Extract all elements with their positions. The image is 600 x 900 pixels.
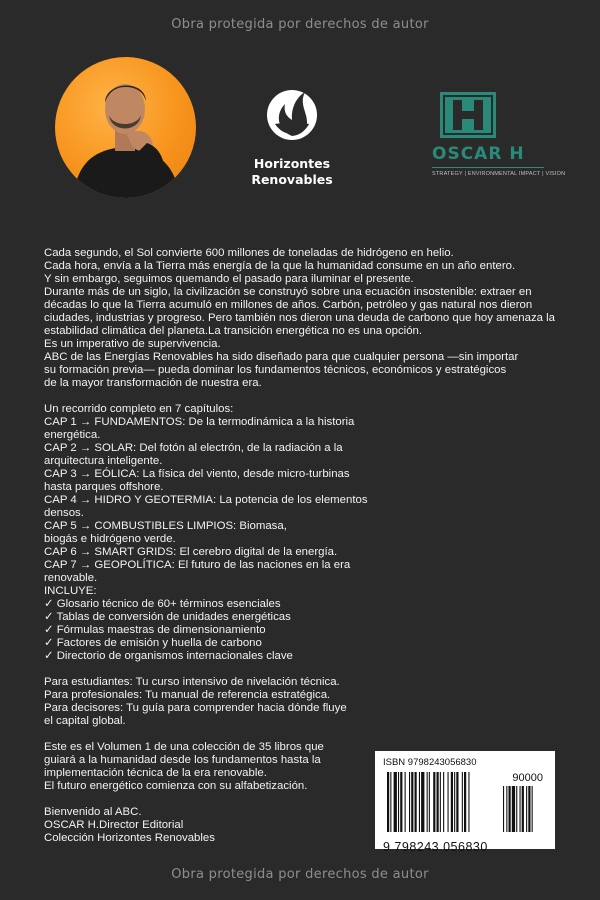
closing-paragraph: Bienvenido al ABC. OSCAR H.Director Editorial Colección Horizontes Renovables — [44, 806, 215, 844]
include-item: ✓ Factores de emisión y huella de carbono — [44, 637, 262, 649]
price-bar — [532, 786, 533, 832]
brand-name-line2: Renovables — [251, 172, 333, 187]
flame-leaf-icon — [265, 84, 319, 142]
barcode-bar — [394, 772, 397, 832]
barcode — [383, 772, 547, 839]
audience-paragraph: Para estudiantes: Tu curso intensivo de nivelación técnica. Para profesionales: Tu manual de referencia estratégica. Para decisores: Tu guía para comprender hacia dónde fluye el capital global. — [44, 676, 347, 727]
isbn-label: ISBN 9798243056830 — [383, 757, 477, 768]
price-bar — [503, 786, 504, 832]
price-bar — [522, 786, 524, 832]
barcode-bar — [464, 772, 466, 832]
chapter-item: CAP 4 → HIDRO Y GEOTERMIA: La potencia de los elementos densos. — [44, 494, 368, 519]
barcode-bar — [456, 772, 458, 832]
barcode-bar — [451, 772, 453, 832]
barcode-bar — [409, 772, 410, 832]
barcode-bar — [443, 772, 444, 832]
chapters-intro: Un recorrido completo en 7 capítulos: — [44, 403, 234, 415]
price-bar — [512, 786, 515, 832]
barcode-bar — [454, 772, 455, 832]
barcode-number: 9 798243 056830 — [383, 840, 488, 854]
price-bar — [509, 786, 511, 832]
chapter-item: CAP 3 → EÓLICA: La física del viento, desde micro-turbinas hasta parques offshore. — [44, 468, 350, 493]
brand-logo — [248, 84, 336, 194]
oscar-tagline: STRATEGY | ENVIRONMENTAL IMPACT | VISION — [432, 171, 566, 177]
price-bar — [520, 786, 521, 832]
intro-paragraph: Cada segundo, el Sol convierte 600 millones de toneladas de hidrógeno en helio. Cada hora, envía a la Tierra más energía de la que la humanidad consume en un año entero. Y sin embargo, seguimos quemando el pasado para iluminar el presente. Durante más de un siglo, la civilización se construyó sobre una ecuación insostenible: extraer en décadas lo que la Tierra acumuló en millones de años. Carbón, petróleo y gas natural nos dieron ciudades, industrias y progreso. Pero también nos dieron una deuda de carbono que hoy amenaza la estabilidad climática del planeta.La transición energética no es una opción. Es un imperativo de supervivencia. ABC de las Energías Renovables ha sido diseñado para que cualquier persona —sin importar su formación previa— pueda dominar los fundamentos técnicos, económicos y estratégicos de la mayor transformación de nuestra era. — [44, 247, 556, 389]
author-avatar — [55, 57, 196, 198]
price-bar — [506, 786, 507, 832]
collection-paragraph: Este es el Volumen 1 de una colección de 35 libros que guiará a la humanidad desde los fundamentos hasta la implementación técnica de la era renovable. El futuro energético comienza con su alfabetización. — [44, 741, 324, 792]
chapter-item: CAP 1 → FUNDAMENTOS: De la termodinámica a la historia energética. — [44, 416, 355, 441]
price-bar — [526, 786, 527, 832]
spacer — [44, 663, 564, 676]
chapter-item: CAP 7 → GEOPOLÍTICA: El futuro de las naciones en la era renovable. — [44, 559, 351, 584]
price-bar — [516, 786, 517, 832]
barcode-bar — [387, 772, 389, 832]
oscar-h-logo — [428, 92, 566, 177]
barcode-bar — [400, 772, 402, 832]
include-item: ✓ Tablas de conversión de unidades energéticas — [44, 611, 291, 623]
oscar-divider — [432, 167, 544, 168]
barcode-bar — [415, 772, 417, 832]
includes-title: INCLUYE: — [44, 585, 97, 597]
barcode-bar — [405, 772, 406, 832]
barcode-bar — [390, 772, 391, 832]
include-item: ✓ Glosario técnico de 60+ términos esenciales — [44, 598, 281, 610]
brand-name — [228, 156, 356, 188]
brand-name-line1: Horizontes — [253, 156, 331, 171]
barcode-bar — [427, 772, 428, 832]
barcode-bar — [419, 772, 420, 832]
author-portrait-icon — [55, 57, 196, 198]
barcode-bar — [468, 772, 469, 832]
barcode-bar — [462, 772, 463, 832]
price-bar — [528, 786, 530, 832]
oscar-h-monogram-icon — [440, 92, 496, 138]
barcode-bar — [398, 772, 399, 832]
watermark-top: Obra protegida por derechos de autor — [171, 17, 429, 32]
oscar-brand-name: OSCAR H — [432, 144, 525, 164]
barcode-bar — [437, 772, 439, 832]
spacer — [44, 390, 564, 403]
barcode-bar — [429, 772, 430, 832]
include-item: ✓ Directorio de organismos internacionales clave — [44, 650, 293, 662]
barcode-bar — [421, 772, 424, 832]
barcode-bar — [433, 772, 435, 832]
include-item: ✓ Fórmulas maestras de dimensionamiento — [44, 624, 266, 636]
barcode-bar — [448, 772, 449, 832]
isbn-barcode-box — [375, 751, 555, 854]
spacer — [44, 728, 564, 741]
price-code: 90000 — [512, 772, 543, 784]
chapter-item: CAP 2 → SOLAR: Del fotón al electrón, de la radiación a la arquitectura inteligente. — [44, 442, 343, 467]
barcode-bar — [411, 772, 413, 832]
chapter-item: CAP 5 → COMBUSTIBLES LIMPIOS: Biomasa, biogás e hidrógeno verde. — [44, 520, 287, 545]
chapter-item: CAP 6 → SMART GRIDS: El cerebro digital de la energía. — [44, 546, 338, 558]
barcode-bar — [440, 772, 441, 832]
watermark-bottom: Obra protegida por derechos de autor — [171, 867, 429, 882]
